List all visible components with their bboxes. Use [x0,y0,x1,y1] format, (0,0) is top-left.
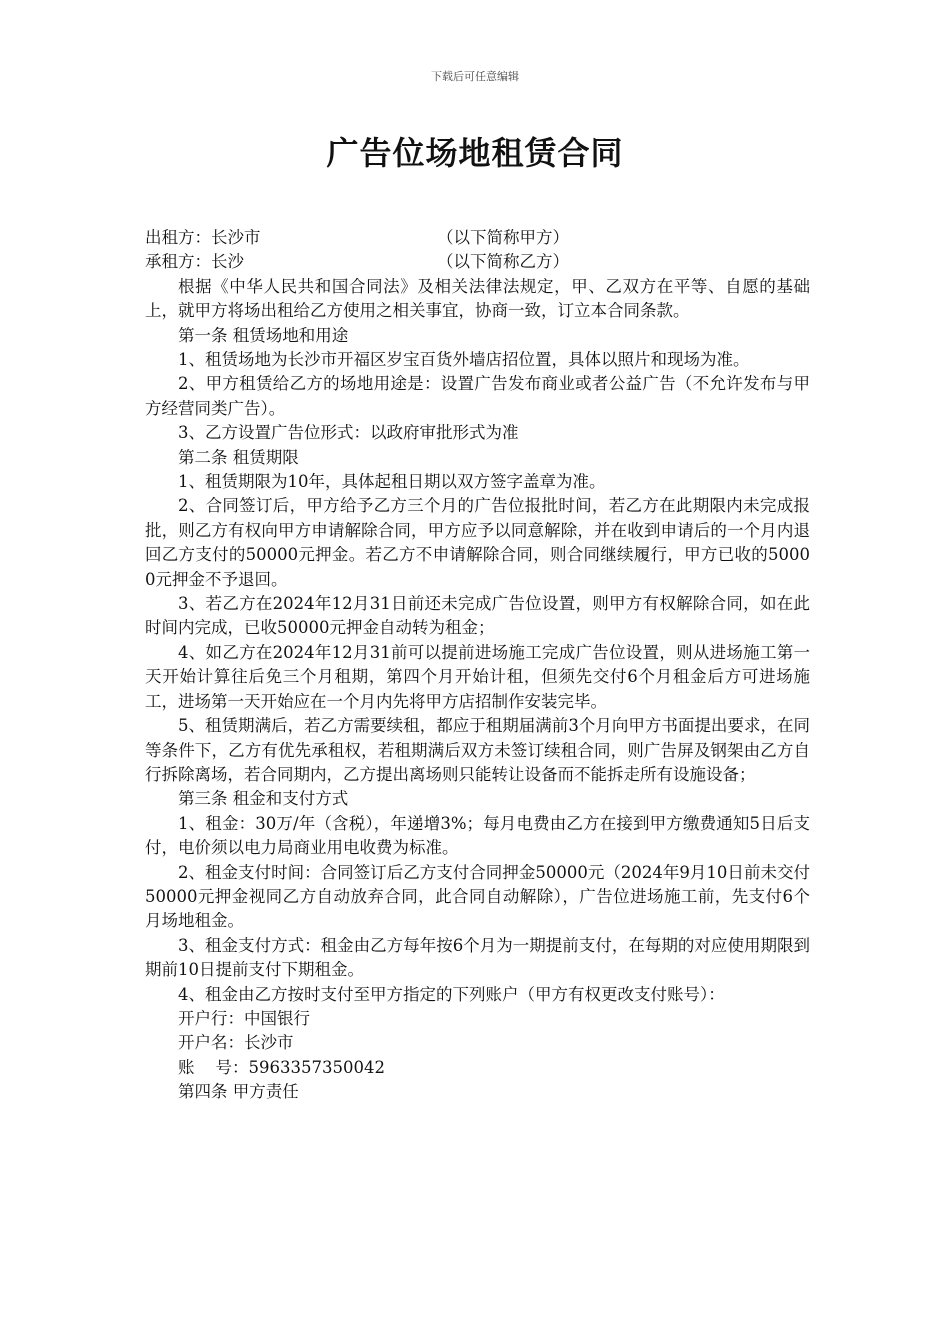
article-3-clause-2: 2、租金支付时间：合同签订后乙方支付合同押金50000元（2024年9月10日前未交付50000元押金视同乙方自动放弃合同，此合同自动解除），广告位进场施工前，先支付6个月场地租金。 [145,862,810,931]
account-number-line: 账 号：5963357350042 [178,1057,385,1077]
article-2-heading: 第二条 租赁期限 [178,447,299,467]
article-3-heading: 第三条 租金和支付方式 [178,789,349,809]
article-3-clause-3: 3、租金支付方式：租金由乙方每年按6个月为一期提前支付，在每期的对应使用期限到期前10日提前支付下期租金。 [145,935,810,980]
article-3-clause-1: 1、租金：30万/年（含税），年递增3%；每月电费由乙方在接到甲方缴费通知5日后支付，电价须以电力局商业用电收费为标准。 [145,813,810,858]
party-lessor-alias: （以下简称甲方） [437,228,569,247]
bank-name-line: 开户行：中国银行 [178,1008,310,1028]
article-2-clause-5: 5、租赁期满后，若乙方需要续租，都应于租期届满前3个月向甲方书面提出要求，在同等条件下，乙方有优先承租权，若租期满后双方未签订续租合同，则广告屏及钢架由乙方自行拆除离场，若合同期内，乙方提出离场则只能转让设备而不能拆走所有设施设备； [145,716,810,784]
article-4-heading: 第四条 甲方责任 [178,1082,299,1102]
article-1-clause-2: 2、甲方租赁给乙方的场地用途是：设置广告发布商业或者公益广告（不允许发布与甲方经营同类广告）。 [145,374,810,418]
party-lessor-label: 出租方：长沙市 [145,228,261,247]
article-3-clause-4: 4、租金由乙方按时支付至甲方指定的下列账户（甲方有权更改支付账号）： [178,984,725,1004]
contract-body [145,226,810,1105]
article-2-clause-4: 4、如乙方在2024年12月31前可以提前进场施工完成广告位设置，则从进场施工第一天开始计算往后免三个月租期，第四个月开始计租，但须先交付6个月租金后方可进场施工，进场第一天开始应在一个月内先将甲方店招制作安装完毕。 [145,642,810,711]
party-lessor [145,226,810,250]
article-2-clause-1: 1、租赁期限为10年，具体起租日期以双方签字盖章为准。 [178,472,606,492]
party-lessee-label: 承租方：长沙 [145,252,244,272]
party-lessee [145,250,810,274]
article-1-clause-1: 1、租赁场地为长沙市开福区岁宝百货外墙店招位置，具体以照片和现场为准。 [178,350,750,369]
article-1-heading: 第一条 租赁场地和用途 [178,325,349,345]
article-1-clause-3: 3、乙方设置广告位形式：以政府审批形式为准 [178,423,519,443]
party-lessee-alias: （以下简称乙方） [437,252,569,272]
account-name-line: 开户名：长沙市 [178,1033,294,1053]
article-2-clause-3: 3、若乙方在2024年12月31日前还未完成广告位设置，则甲方有权解除合同，如在此时间内完成，已收50000元押金自动转为租金； [145,594,810,638]
document-title: 广告位场地租赁合同 [326,134,624,172]
header-note: 下载后可任意编辑 [431,70,519,83]
preamble-paragraph: 根据《中华人民共和国合同法》及相关法律法规定，甲、乙双方在平等、自愿的基础上，就甲方将场出租给乙方使用之相关事宜，协商一致，订立本合同条款。 [145,276,810,321]
article-2-clause-2: 2、合同签订后，甲方给予乙方三个月的广告位报批时间，若乙方在此期限内未完成报批，则乙方有权向甲方申请解除合同，甲方应予以同意解除，并在收到申请后的一个月内退回乙方支付的50000元押金。若乙方不申请解除合同，则合同继续履行，甲方已收的50000元押金不予退回。 [145,496,810,589]
